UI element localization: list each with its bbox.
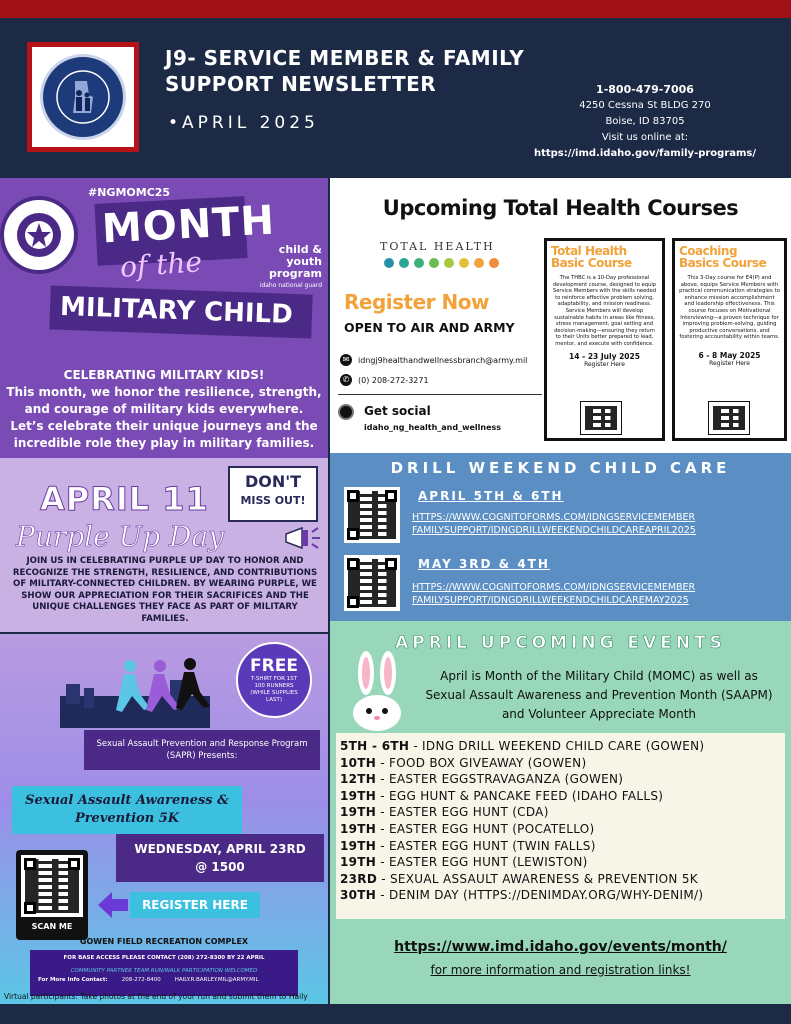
thc-phone-row — [340, 374, 429, 386]
top-red-bar — [0, 0, 791, 18]
family-support-logo — [27, 42, 139, 152]
cyp-logo — [252, 244, 322, 292]
drill-april-qr-code[interactable] — [344, 487, 400, 543]
thc-social-handle[interactable]: idaho_ng_health_and_wellness — [364, 423, 502, 432]
drill-heading: DRILL WEEKEND CHILD CARE — [390, 459, 731, 477]
coaching-desc: This 3-Day course for E4(P) and above, equips Service Members with practical communication strategies to enhance mission accomplishment and leadership effectiveness. This course focuses on Motivational Interviewing—a proven technique for improving problem-solving, guiding productive conversations, and fostering accountability within teams. — [679, 275, 780, 341]
event-item — [340, 755, 781, 772]
thc-heading: Upcoming Total Health Courses — [382, 196, 739, 220]
contact-info — [520, 82, 770, 162]
event-day: 30TH — [340, 888, 377, 903]
event-day: 19TH — [340, 788, 377, 803]
event-item — [340, 821, 781, 838]
thbc-dates: 14 - 23 July 2025 — [569, 351, 640, 361]
contact-address-line2: Boise, ID 83705 — [605, 116, 685, 127]
sapr-info-box — [30, 950, 298, 996]
sapr-virtual: Virtual participants: Take photos at the end of your run and submit them to Haily — [4, 992, 308, 1001]
newsletter-date: •APRIL 2025 — [168, 113, 319, 133]
thc-color-dot — [459, 258, 469, 268]
momc-hashtag: #NGMOMC25 — [88, 186, 171, 199]
free-label: FREE — [250, 656, 298, 676]
thbc-title-2: Basic Course — [551, 256, 632, 270]
coaching-title-1: Coaching — [679, 244, 738, 258]
bunny-icon — [342, 651, 412, 731]
sapr-info-email[interactable]: HAILY.R.BARLEY.MIL@ARMY.MIL — [174, 977, 259, 983]
event-desc: - EASTER EGG HUNT (LEWISTON) — [376, 855, 588, 870]
coaching-dates: 6 - 8 May 2025 — [698, 350, 761, 360]
event-day: 19TH — [340, 838, 377, 853]
thc-phone: (0) 208-272-3271 — [358, 375, 429, 385]
event-desc: - EASTER EGG HUNT (TWIN FALLS) — [376, 838, 596, 853]
event-day: 19TH — [340, 855, 377, 870]
thc-social-label: Get social — [364, 404, 431, 418]
sapr-qr-code[interactable] — [21, 855, 83, 917]
total-health-section — [330, 178, 791, 453]
thc-color-dot — [474, 258, 484, 268]
arrow-left-icon — [98, 892, 128, 918]
event-item — [340, 771, 781, 788]
events-heading: APRIL UPCOMING EVENTS — [395, 633, 726, 653]
contact-phone: 1-800-479-7006 — [596, 83, 694, 96]
drill-april-link-line2[interactable]: FAMILYSUPPORT/IDNGDRILLWEEKENDCHILDCAREAPRIL2025 — [412, 525, 696, 536]
events-list — [336, 733, 785, 919]
momc-military-child: MILITARY CHILD — [59, 291, 294, 331]
coaching-qr-code[interactable] — [708, 401, 750, 435]
cyp-subtitle: idaho national guard — [259, 282, 322, 289]
events-section — [330, 621, 791, 1004]
event-item — [340, 788, 781, 805]
drill-may-link-line2[interactable]: FAMILYSUPPORT/IDNGDRILLWEEKENDCHILDCAREMAY2025 — [412, 595, 689, 606]
event-day: 5TH - 6TH — [340, 739, 410, 753]
email-icon: ✉ — [340, 354, 352, 366]
sapr-location: GOWEN FIELD RECREATION COMPLEX — [79, 937, 249, 946]
event-day: 12TH — [340, 772, 377, 787]
thc-divider — [338, 394, 542, 395]
thbc-title-1: Total Health — [551, 244, 627, 258]
event-desc: - IDNG DRILL WEEKEND CHILD CARE (GOWEN) — [409, 739, 705, 753]
purple-up-date: APRIL 11 — [40, 480, 209, 518]
events-link-sub: for more information and registration links! — [430, 963, 691, 977]
contact-url[interactable]: https://imd.idaho.gov/family-programs/ — [533, 148, 757, 159]
coaching-register[interactable]: Register Here — [709, 359, 750, 367]
thbc-register[interactable]: Register Here — [584, 360, 625, 368]
event-item — [340, 887, 781, 904]
purple-up-body: JOIN US IN CELEBRATING PURPLE UP DAY TO HONOR AND RECOGNIZE THE STRENGTH, RESILIENCE, AND CONTRIBUTIONS OF MILITARY-CONNECTED CHILDREN. BY WEARING PURPLE, WE SHOW OUR APPRECIATION FOR THEIR SACRIFICES AND THE UNIQUE CHALLENGES THEY FACE AS PART OF MILITARY FAMILIES. — [12, 556, 318, 624]
course-card-coaching — [672, 238, 787, 441]
contact-address-line1: 4250 Cessna St BLDG 270 — [579, 100, 711, 111]
momc-section — [0, 178, 328, 458]
cyp-name: child & youth program — [268, 243, 322, 280]
sapr-more-info: For More Info Contact: — [38, 977, 108, 983]
thc-color-dot — [399, 258, 409, 268]
event-day: 10TH — [340, 755, 377, 770]
event-day: 23RD — [340, 871, 378, 886]
events-link[interactable]: https://www.imd.idaho.gov/events/month/ — [394, 939, 727, 955]
sapr-base-access: FOR BASE ACCESS PLEASE CONTACT (208) 272-8300 BY 22 APRIL — [63, 955, 265, 961]
thbc-desc: The THBC is a 10-Day professional development course, designed to equip Service Members with the skills needed to reinforce effective problem solving, adaptability, and mission readiness. Service Members will develop sustainable habits in areas like fitness, stress management, goal setting and decision-making—ensuring they return to their Units better prepared to lead, mentor, and execute with confidence. — [552, 275, 657, 347]
sapr-section — [0, 634, 328, 1004]
momc-celebrating: CELEBRATING MILITARY KIDS! — [63, 368, 265, 382]
phone-icon: ✆ — [340, 374, 352, 386]
event-desc: - EASTER EGGSTRAVAGANZA (GOWEN) — [376, 772, 624, 787]
thc-color-dot — [414, 258, 424, 268]
seal-icon — [40, 54, 126, 140]
sapr-event-title: Sexual Assault Awareness & Prevention 5K — [12, 786, 242, 834]
purple-up-section — [0, 458, 328, 634]
events-intro: April is Month of the Military Child (MOMC) as well as Sexual Assault Awareness and Prevention Month (SAAPM) and Volunteer Appreciate Month — [425, 669, 773, 721]
event-desc: - DENIM DAY (HTTPS://DENIMDAY.ORG/WHY-DENIM/) — [376, 888, 704, 903]
sapr-info-phone: 208-272-8400 — [121, 977, 161, 983]
drill-weekend-section — [330, 453, 791, 621]
sapr-when — [116, 834, 324, 882]
sapr-contact-line — [30, 974, 298, 983]
thc-color-dots — [384, 258, 499, 268]
momc-month: MONTH — [100, 197, 277, 253]
bottom-bar — [0, 1004, 791, 1024]
event-item — [340, 738, 781, 755]
thc-color-dot — [444, 258, 454, 268]
free-shirt-badge — [236, 642, 312, 718]
contact-visit-label: Visit us online at: — [601, 132, 689, 143]
thc-brand: TOTAL HEALTH — [380, 240, 495, 253]
sapr-when-date: WEDNESDAY, APRIL 23RD — [134, 842, 306, 856]
free-subtitle: T-SHIRT FOR 1ST 100 RUNNERS (WHILE SUPPLIES LAST) — [250, 676, 298, 703]
drill-april-link[interactable] — [412, 511, 696, 537]
sapr-presents: Sexual Assault Prevention and Response Program (SAPR) Presents: — [84, 730, 320, 770]
thc-email-row — [340, 354, 527, 366]
drill-may-qr-code[interactable] — [344, 555, 400, 611]
event-item — [340, 854, 781, 871]
thc-color-dot — [429, 258, 439, 268]
badge-line2: MISS OUT! — [240, 494, 306, 507]
thc-email[interactable]: idngj9healthandwellnessbranch@army.mil — [358, 355, 528, 365]
scan-me-label: SCAN ME — [31, 922, 73, 931]
thc-color-dot — [384, 258, 394, 268]
national-guard-kids-seal-icon — [0, 196, 78, 274]
sapr-qr-frame — [16, 850, 88, 940]
event-item — [340, 804, 781, 821]
momc-of-the: of the — [118, 245, 204, 284]
drill-may-link[interactable] — [412, 581, 695, 607]
purple-up-title: Purple Up Day — [16, 520, 224, 553]
thbc-qr-code[interactable] — [580, 401, 622, 435]
instagram-icon — [338, 404, 354, 420]
runners-graphic-icon — [60, 658, 210, 728]
event-desc: - EASTER EGG HUNT (POCATELLO) — [376, 821, 595, 836]
register-here-button[interactable]: REGISTER HERE — [130, 892, 260, 918]
event-desc: - FOOD BOX GIVEAWAY (GOWEN) — [376, 755, 587, 770]
course-card-thbc — [544, 238, 665, 441]
newsletter-title: J9- SERVICE MEMBER & FAMILY SUPPORT NEWSLETTER — [165, 46, 525, 96]
sapr-partner: COMMUNITY PARTNER TEAM RUN/WALK PARTICIPATION WELCOMED — [70, 968, 258, 974]
event-desc: - SEXUAL ASSAULT AWARENESS & PREVENTION 5K — [377, 871, 698, 886]
momc-body: This month, we honor the resilience, strength, and courage of military kids everywhere. Let’s celebrate their unique journeys and the incredible role they play in military families. — [6, 385, 322, 450]
event-day: 19TH — [340, 805, 377, 820]
sapr-when-time: @ 1500 — [195, 860, 245, 874]
thc-register-now: Register Now — [344, 290, 489, 314]
event-day: 19TH — [340, 821, 377, 836]
badge-line1: DON'T — [244, 472, 302, 491]
megaphone-icon — [282, 524, 322, 552]
event-desc: - EGG HUNT & PANCAKE FEED (IDAHO FALLS) — [376, 788, 664, 803]
drill-may-link-line1[interactable]: HTTPS://WWW.COGNITOFORMS.COM/IDNGSERVICEMEMBER — [412, 582, 696, 593]
thc-color-dot — [489, 258, 499, 268]
event-item — [340, 871, 781, 888]
drill-april-date: APRIL 5TH & 6TH — [418, 489, 564, 503]
thc-open-to: OPEN TO AIR AND ARMY — [344, 320, 515, 335]
event-desc: - EASTER EGG HUNT (CDA) — [376, 805, 549, 820]
dont-miss-out-badge — [228, 466, 318, 522]
event-item — [340, 838, 781, 855]
drill-april-link-line1[interactable]: HTTPS://WWW.COGNITOFORMS.COM/IDNGSERVICEMEMBER — [412, 512, 696, 523]
drill-may-date: MAY 3RD & 4TH — [418, 557, 550, 571]
coaching-title-2: Basics Course — [679, 256, 767, 270]
